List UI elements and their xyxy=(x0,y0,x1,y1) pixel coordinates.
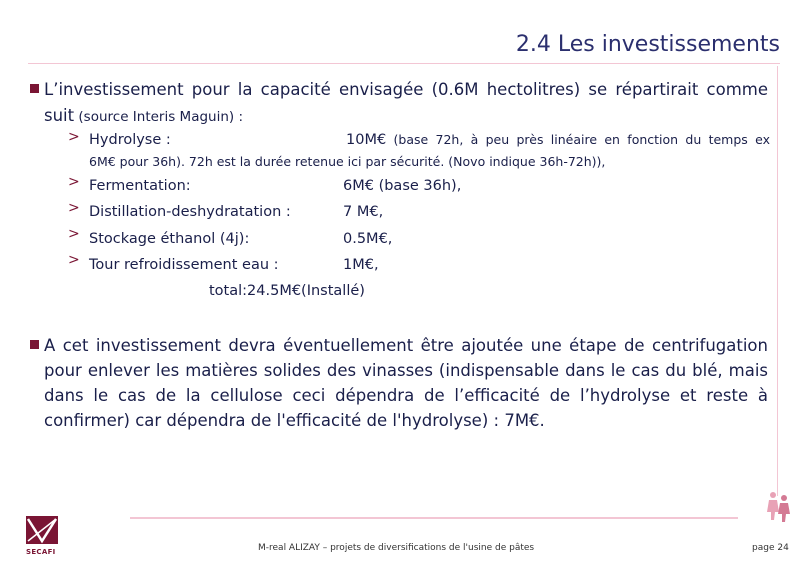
title-divider xyxy=(28,63,780,64)
item-label-stockage: Stockage éthanol (4j): xyxy=(89,231,250,247)
secafi-logo-icon xyxy=(26,516,58,544)
chevron-right-icon: > xyxy=(68,174,80,190)
paragraph-line-3: dans le cas de la cellulose ceci dépendra de l’efficacité de l’hydrolyse et reste à xyxy=(44,386,768,405)
chevron-right-icon: > xyxy=(68,226,80,242)
item-label-hydrolyse: Hydrolyse : xyxy=(89,132,171,148)
item-value-tour: 1M€, xyxy=(343,257,379,273)
right-divider xyxy=(777,66,778,496)
intro-suit: suit xyxy=(44,106,75,125)
paragraph-line-2: pour enlever les matières solides des vinasses (indispensable dans le cas du blé, mais xyxy=(44,361,768,380)
item-note-line-2: 6M€ pour 36h). 72h est la durée retenue ici par sécurité. (Novo indique 36h-72h)), xyxy=(89,154,606,169)
bullet-square-icon xyxy=(30,340,39,349)
item-value: 10M€ xyxy=(346,132,387,148)
item-label-tour: Tour refroidissement eau : xyxy=(89,257,279,273)
bullet-square-icon xyxy=(30,84,39,93)
item-label-fermentation: Fermentation: xyxy=(89,178,191,194)
paragraph-line-4: confirmer) car dépendra de l'efficacité de l'hydrolyse) : 7M€. xyxy=(44,411,545,430)
chevron-right-icon: > xyxy=(68,252,80,268)
intro-source: (source Interis Maguin) : xyxy=(74,109,244,125)
page-number: page 24 xyxy=(752,543,789,553)
item-value-stockage: 0.5M€, xyxy=(343,231,393,247)
page-title: 2.4 Les investissements xyxy=(515,32,780,57)
total-line: total:24.5M€(Installé) xyxy=(209,283,365,299)
logo-text: SECAFI xyxy=(26,548,56,556)
intro-line-1: L’investissement pour la capacité envisagée (0.6M hectolitres) se répartirait comme xyxy=(44,80,768,99)
footer-divider xyxy=(130,517,738,519)
item-note: (base 72h, à peu près linéaire en fonction du temps ex xyxy=(386,132,770,147)
decorative-figure-icon xyxy=(764,490,792,524)
footer-text: M-real ALIZAY – projets de diversifications de l'usine de pâtes xyxy=(258,543,535,553)
chevron-right-icon: > xyxy=(68,129,80,145)
intro-line-2 xyxy=(44,103,243,130)
item-value-distillation: 7 M€, xyxy=(343,204,384,220)
chevron-right-icon: > xyxy=(68,200,80,216)
item-value-fermentation: 6M€ (base 36h), xyxy=(343,178,462,194)
paragraph-line-1: A cet investissement devra éventuellement être ajoutée une étape de centrifugation xyxy=(44,336,768,355)
item-value-hydrolyse xyxy=(346,132,770,148)
item-label-distillation: Distillation-deshydratation : xyxy=(89,204,291,220)
